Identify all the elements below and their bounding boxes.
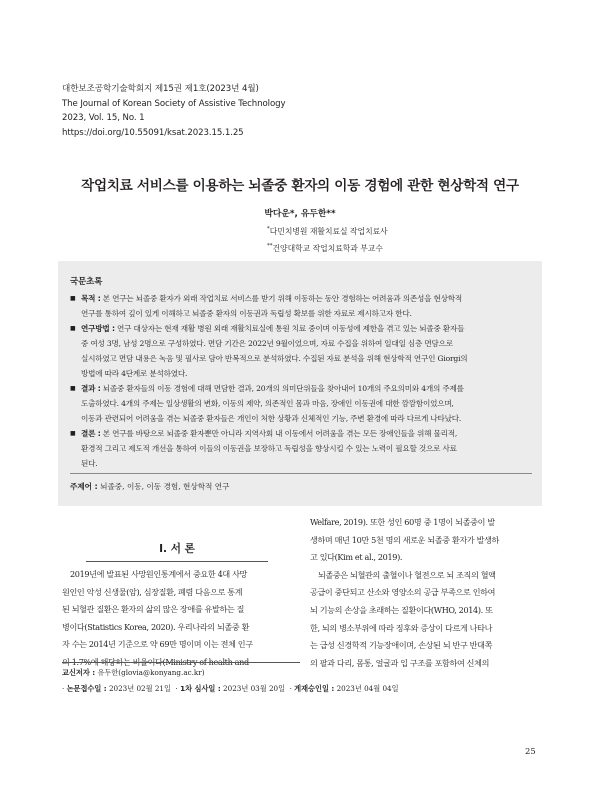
page-number: 25 (525, 746, 536, 756)
affiliations (267, 222, 388, 256)
journal-info (62, 82, 285, 140)
affiliation-2: **건양대학교 작업치료학과 부교수 (267, 243, 383, 253)
footnotes (62, 665, 399, 697)
section-divider (86, 561, 268, 562)
paper-title: 작업치료 서비스를 이용하는 뇌졸중 환자의 이동 경험에 관한 현상학적 연구 (81, 178, 519, 194)
corresponding-author: 교신저자 : 유두한(glovia@konyang.ac.kr) (62, 668, 205, 677)
section-heading-introduction: Ⅰ. 서 론 (159, 543, 195, 555)
journal-doi[interactable]: https://doi.org/10.55091/ksat.2023.15.1.25 (62, 127, 244, 138)
submission-dates: · 논문접수일 : 2023년 02월 21일 · 1차 심사일 : 2023년 03월 20일 · 게재승인일 : 2023년 04월 04일 (62, 684, 399, 693)
paper-authors: 박다운*, 유두한** (264, 209, 336, 219)
abstract-box (58, 261, 542, 506)
journal-name-ko: 대한보조공학기술학회지 제15권 제1호(2023년 4월) (62, 84, 259, 94)
left-column-text: 2019년에 발표된 사망원인통계에서 중요한 4대 사망 원인인 악성 신생물(암), 심장질환, 폐렴 다음으로 통계 된 뇌혈관 질환은 환자의 삶의 많은 장애를 유발하는 질 병이다(Statistics Korea, 2020). 우리나라의 뇌졸중 환 자 수는 2014년 기준으로 약 69만 명이며 이는 전체 인구 의 1.7%에 해당하는 비율이다(Ministry of health and (62, 569, 253, 667)
affiliation-1: *다민치병원 재활치료실 작업치료사 (267, 226, 388, 236)
keywords: 주제어 : 뇌졸중, 이동, 이동 경험, 현상학적 연구 (70, 482, 230, 491)
abstract-divider (70, 473, 532, 474)
bullet-icon: ■ (70, 295, 76, 302)
abstract-body (70, 291, 535, 471)
bullet-icon: ■ (70, 385, 76, 392)
bullet-icon: ■ (70, 325, 76, 332)
bullet-icon: ■ (70, 430, 76, 437)
abstract-heading: 국문초록 (70, 276, 103, 286)
journal-name-en: The Journal of Korean Society of Assistive Technology (62, 98, 286, 109)
footnote-divider (62, 662, 300, 663)
abstract-methods: ■ 연구방법 : 연구 대상자는 현재 재활 병원 외래 재활치료실에 통원 치료 중이며 이동성에 제한을 겪고 있는 뇌졸중 환자들 중 여성 3명, 남성 2명으로 구성하였다. 면담 기간은 2022년 9월이었으며, 자료 수집을 위하여 일대일 심층 면담으로 실시하였고 면담 내용은 녹음 및 필사로 담아 반복적으로 분석하였다. 수집된 자료 분석을 위해 현상학적 연구인 Giorgi의 방법에 따라 4단계로 분석하였다. (70, 321, 535, 381)
abstract-purpose: ■ 목적 : 본 연구는 뇌졸중 환자가 외래 작업치료 서비스를 받기 위해 이동하는 동안 경험하는 어려움과 의존성을 현상학적 연구를 통하여 깊이 있게 이해하고 뇌졸중 환자의 이동권과 독립성 확보를 위한 자료로 제시하고자 한다. (70, 291, 535, 321)
right-column-text: Welfare, 2019). 또한 성인 60명 중 1명이 뇌졸중이 발 생하며 매년 10만 5천 명의 새로운 뇌졸중 환자가 발생하 고 있다(Kim et al., 2019). 뇌졸중은 뇌혈관의 출혈이나 혈전으로 뇌 조직의 혈액 공급이 중단되고 산소와 영양소의 공급 부족으로 인하여 뇌 기능의 손상을 초래하는 질환이다(WHO, 2014). 또 한, 뇌의 병소부위에 따라 징후와 증상이 다르게 나타나 는 급성 신경학적 기능장애이며, 손상된 뇌 반구 반대쪽 의 팔과 다리, 몸통, 얼굴과 입 구조를 포함하여 신체의 (310, 517, 500, 668)
journal-volume: 2023, Vol. 15, No. 1 (62, 113, 145, 124)
abstract-conclusion: ■ 결론 : 본 연구를 바탕으로 뇌졸중 환자뿐만 아니라 지역사회 내 이동에서 어려움을 겪는 모든 장애인들을 위해 물리적, 환경적 그리고 제도적 개선을 통하여 이들의 이동권을 보장하고 독립성을 향상시킬 수 있는 노력이 필요할 것으로 사료 된다. (70, 426, 535, 471)
abstract-results: ■ 결과 : 뇌졸중 환자들의 이동 경험에 대해 면담한 결과, 20개의 의미단위들을 찾아내어 10개의 주요의미와 4개의 주제를 도출하였다. 4개의 주제는 일상생활의 변화, 이동의 제약, 의존적인 몸과 마음, 장애인 이동권에 대한 깜깜함이었으며, 이동과 관련되어 어려움을 겪는 뇌졸중 환자들은 개인이 처한 상황과 신체적인 기능, 주변 환경에 따라 다르게 나타났다. (70, 381, 535, 426)
